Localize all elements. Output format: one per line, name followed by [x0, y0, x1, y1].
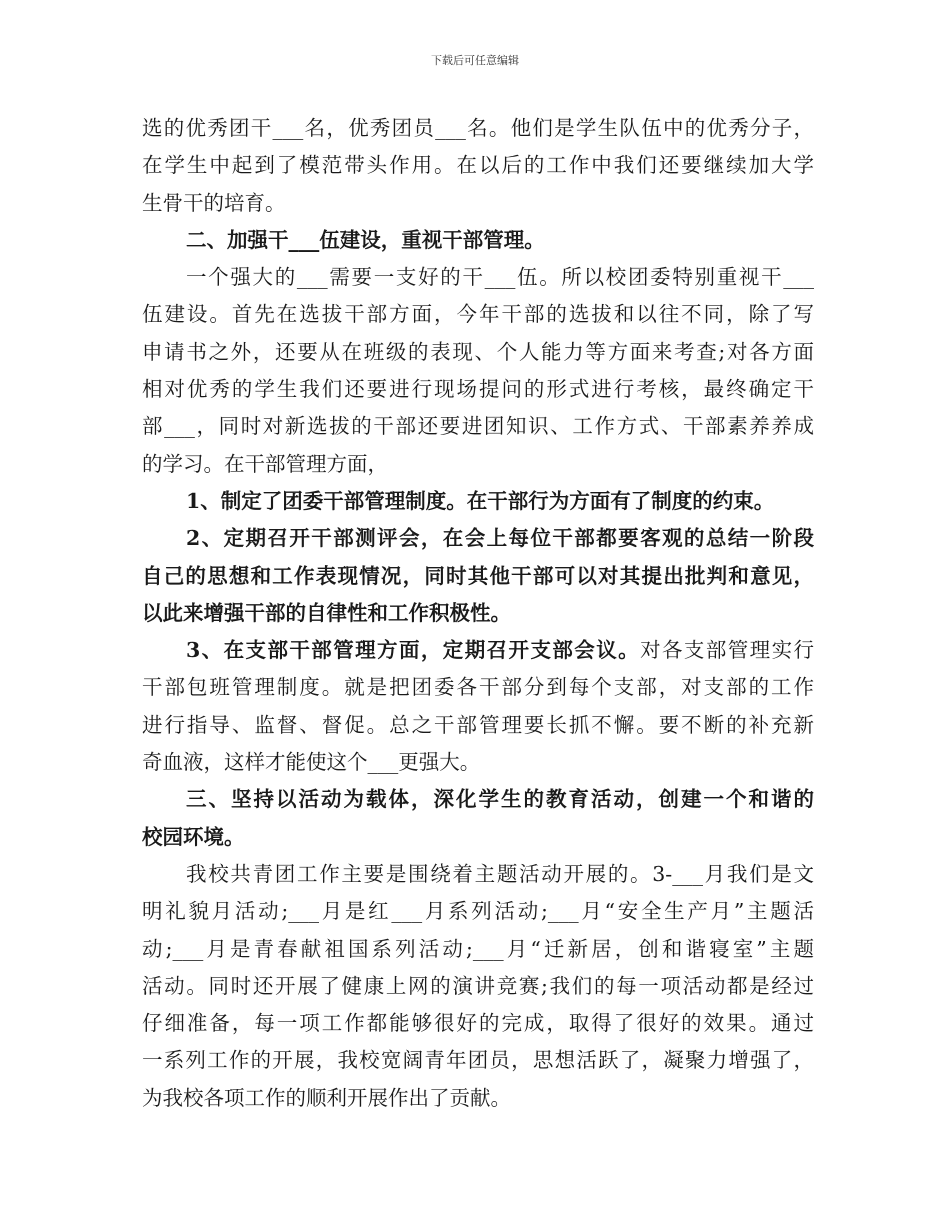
text-line: 1、制定了团委干部管理制度。在干部行为方面有了制度的约束。: [186, 488, 775, 513]
document-body: [142, 110, 814, 1117]
text-line: 在学生中起到了模范带头作用。在以后的工作中我们还要继续加大学: [142, 153, 814, 178]
text-line: 生骨干的培育。: [142, 190, 286, 215]
text-line: 一个强大的___需要一支好的干___伍。所以校团委特别重视干___: [186, 265, 814, 290]
text-line: 部___，同时对新选拔的干部还要进团知识、工作方式、干部素养养成: [142, 414, 814, 439]
text-line: 伍建设。首先在选拔干部方面，今年干部的选拔和以往不同，除了写: [142, 302, 814, 327]
text-line: 2、定期召开干部测评会，在会上每位干部都要客观的总结一阶段: [186, 526, 814, 551]
text-line: 进行指导、监督、督促。总之干部管理要长抓不懈。要不断的补充新: [142, 712, 814, 737]
text-line: [142, 632, 814, 669]
text-line: 奇血液，这样才能使这个___更强大。: [142, 750, 481, 775]
text-line: 一系列工作的开展，我校宽阔青年团员，思想活跃了，凝聚力增强了，: [142, 1048, 814, 1073]
text-line: 为我校各项工作的顺利开展作出了贡献。: [142, 1085, 511, 1110]
page-header: 下载后可任意编辑: [431, 54, 519, 67]
text-line: 二、加强干___伍建设，重视干部管理。: [186, 227, 545, 252]
text-line: 以此来增强干部的自律性和工作积极性。: [142, 600, 511, 625]
text-line: 动;___月是青春献祖国系列活动;___月“迁新居，创和谐寝室”主题: [142, 936, 814, 961]
text-line: 申请书之外，还要从在班级的表现、个人能力等方面来考查;对各方面: [142, 339, 814, 364]
text-line: 的学习。在干部管理方面，: [142, 451, 388, 476]
text-line: 自己的思想和工作表现情况，同时其他干部可以对其提出批判和意见，: [142, 563, 814, 588]
text-line: 选的优秀团干___名，优秀团员___名。他们是学生队伍中的优秀分子，: [142, 116, 814, 140]
line-rest-text: 对各支部管理实行: [640, 638, 814, 663]
text-line: 我校共青团工作主要是围绕着主题活动开展的。3-___月我们是文: [186, 861, 814, 886]
text-line: 干部包班管理制度。就是把团委各干部分到每个支部，对支部的工作: [142, 675, 814, 700]
text-line: 三、坚持以活动为载体，深化学生的教育活动，创建一个和谐的: [186, 787, 814, 812]
text-line: 相对优秀的学生我们还要进行现场提问的形式进行考核，最终确定干: [142, 377, 814, 402]
text-line: 仔细准备，每一项工作都能够很好的完成，取得了很好的效果。通过: [142, 1011, 814, 1036]
text-line: 校园环境。: [142, 824, 245, 849]
bold-lead-text: 3、在支部干部管理方面，定期召开支部会议。: [186, 638, 641, 663]
text-line: 明礼貌月活动;___月是红___月系列活动;___月“安全生产月”主题活: [142, 899, 814, 924]
text-line: 活动。同时还开展了健康上网的演讲竞赛;我们的每一项活动都是经过: [142, 973, 814, 998]
